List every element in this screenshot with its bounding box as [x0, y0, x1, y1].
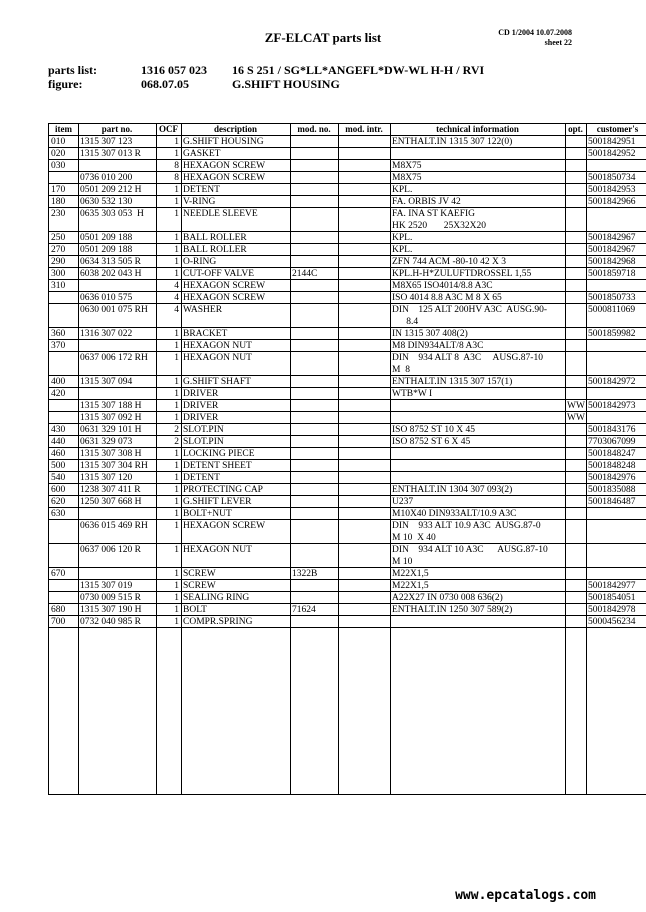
cell-item: 270: [51, 245, 66, 255]
cell-part-no: 0634 313 505 R: [80, 257, 141, 267]
cell-customers: 5000811069: [588, 305, 636, 315]
cell-part-no: 0732 040 985 R: [80, 617, 141, 627]
cell-technical-information: ENTHALT.IN 1304 307 093(2): [392, 485, 513, 495]
cell-technical-information: U237: [392, 497, 414, 507]
cell-item: 670: [51, 569, 66, 579]
cell-technical-information: ENTHALT.IN 1250 307 589(2): [392, 605, 513, 615]
header-item: item: [55, 124, 72, 134]
cell-ocf: 1: [174, 593, 179, 603]
cell-ocf: 1: [174, 461, 179, 471]
cell-item: 370: [51, 341, 66, 351]
cell-item: 600: [51, 485, 66, 495]
cell-description: HEXAGON SCREW: [183, 521, 266, 531]
cell-description: HEXAGON SCREW: [183, 293, 266, 303]
cell-customers: 5000456234: [588, 617, 636, 627]
table-row: [49, 412, 646, 424]
table-row: [49, 196, 646, 208]
table-row: [49, 340, 646, 352]
table-row: [49, 496, 646, 508]
cell-description: HEXAGON NUT: [183, 545, 252, 555]
cell-ocf: 1: [174, 233, 179, 243]
cell-part-no: 0730 009 515 R: [80, 593, 141, 603]
cell-item: 540: [51, 473, 66, 483]
cell-ocf: 1: [174, 269, 179, 279]
cell-item: 180: [51, 197, 66, 207]
cell-mod-no: 2144C: [292, 269, 318, 279]
cell-customers: 5001850734: [588, 173, 636, 183]
cell-description: SCREW: [183, 569, 216, 579]
cell-ocf: 4: [174, 293, 179, 303]
cell-technical-information: M8X65 ISO4014/8.8 A3C: [392, 281, 493, 291]
table-row: [49, 184, 646, 196]
cell-customers: 5001843176: [588, 425, 636, 435]
table-row: [49, 304, 646, 328]
cell-technical-information: WTB*W I: [392, 389, 433, 399]
parts-table: [48, 123, 646, 795]
cell-part-no: 1315 307 120: [80, 473, 133, 483]
cell-ocf: 1: [174, 185, 179, 195]
cell-technical-information: KPL.: [392, 245, 413, 255]
cell-part-no: 0635 303 053 H: [80, 209, 144, 219]
cell-customers: 5001859982: [588, 329, 636, 339]
header-mod-no: mod. no.: [297, 124, 331, 134]
cell-description: CUT-OFF VALVE: [183, 269, 255, 279]
cell-description: BRACKET: [183, 329, 228, 339]
column-divider: [586, 124, 587, 794]
cell-technical-information: DIN 933 ALT 10.9 A3C AUSG.87-0 M 10 X 40: [392, 521, 541, 543]
cell-technical-information: ENTHALT.IN 1315 307 122(0): [392, 137, 513, 147]
cell-part-no: 6038 202 043 H: [80, 269, 142, 279]
cell-description: COMPR.SPRING: [183, 617, 253, 627]
cd-info-block: [498, 28, 572, 48]
figure-label: figure:: [48, 77, 83, 91]
cell-description: SLOT.PIN: [183, 425, 224, 435]
cell-technical-information: ZFN 744 ACM -80-10 42 X 3: [392, 257, 507, 267]
cell-description: SLOT.PIN: [183, 437, 224, 447]
cell-customers: 5001835088: [588, 485, 636, 495]
cell-item: 290: [51, 257, 66, 267]
cell-ocf: 1: [174, 509, 179, 519]
cell-opt: WW: [567, 401, 585, 411]
cell-ocf: 1: [174, 209, 179, 219]
header-mod-intr: mod. intr.: [345, 124, 383, 134]
cell-part-no: 0636 015 469 RH: [80, 521, 148, 531]
cell-item: 630: [51, 509, 66, 519]
cell-ocf: 1: [174, 401, 179, 411]
table-row: [49, 604, 646, 616]
cell-item: 030: [51, 161, 66, 171]
header-customers: customer's: [596, 124, 639, 134]
cell-item: 310: [51, 281, 66, 291]
cell-technical-information: KPL.: [392, 233, 413, 243]
cell-ocf: 8: [174, 161, 179, 171]
cell-technical-information: ISO 4014 8.8 A3C M 8 X 65: [392, 293, 502, 303]
cell-part-no: 1316 307 022: [80, 329, 133, 339]
table-row: [49, 208, 646, 232]
cell-part-no: 1315 307 123: [80, 137, 133, 147]
cell-customers: 5001842967: [588, 233, 636, 243]
cell-part-no: 1238 307 411 R: [80, 485, 141, 495]
cell-part-no: 1315 307 092 H: [80, 413, 142, 423]
cell-technical-information: IN 1315 307 408(2): [392, 329, 468, 339]
cell-item: 250: [51, 233, 66, 243]
header-part-no: part no.: [101, 124, 133, 134]
cell-part-no: 1250 307 668 H: [80, 497, 142, 507]
column-divider: [565, 124, 566, 794]
cell-customers: 5001848247: [588, 449, 636, 459]
figure-number: 068.07.05: [141, 77, 189, 91]
cell-item: 300: [51, 269, 66, 279]
cell-mod-no: 71624: [292, 605, 316, 615]
cell-technical-information: ISO 8752 ST 10 X 45: [392, 425, 475, 435]
table-row: [49, 172, 646, 184]
cell-technical-information: M22X1,5: [392, 581, 429, 591]
cell-part-no: 0501 209 188: [80, 233, 133, 243]
cell-ocf: 2: [174, 437, 179, 447]
table-row: [49, 472, 646, 484]
cell-technical-information: ISO 8752 ST 6 X 45: [392, 437, 471, 447]
cell-ocf: 1: [174, 581, 179, 591]
table-row: [49, 148, 646, 160]
cell-part-no: 0630 001 075 RH: [80, 305, 148, 315]
cell-ocf: 1: [174, 413, 179, 423]
cell-part-no: 1315 307 304 RH: [80, 461, 148, 471]
cell-customers: 7703067099: [588, 437, 636, 447]
parts-list-description: 16 S 251 / SG*LL*ANGEFL*DW-WL H-H / RVI: [232, 63, 485, 77]
cell-description: WASHER: [183, 305, 223, 315]
cell-part-no: 1315 307 188 H: [80, 401, 142, 411]
cell-ocf: 1: [174, 497, 179, 507]
cell-item: 620: [51, 497, 66, 507]
cell-item: 440: [51, 437, 66, 447]
parts-list-label: parts list:: [48, 63, 97, 77]
cell-technical-information: DIN 125 ALT 200HV A3C AUSG.90- 8.4: [392, 305, 548, 327]
table-row: [49, 328, 646, 340]
column-divider: [390, 124, 391, 794]
cell-description: SEALING RING: [183, 593, 250, 603]
table-row: [49, 280, 646, 292]
header-description: description: [213, 124, 257, 134]
table-row: [49, 232, 646, 244]
cell-part-no: 0501 209 212 H: [80, 185, 142, 195]
cell-part-no: 1315 307 019: [80, 581, 133, 591]
cell-item: 170: [51, 185, 66, 195]
table-row: [49, 160, 646, 172]
cell-item: 460: [51, 449, 66, 459]
column-divider: [78, 124, 79, 794]
cell-part-no: 0630 532 130: [80, 197, 133, 207]
cell-customers: 5001842978: [588, 605, 636, 615]
cell-technical-information: FA. INA ST KAEFIG HK 2520 25X32X20: [392, 209, 486, 231]
cell-technical-information: A22X27 IN 0730 008 636(2): [392, 593, 503, 603]
cell-technical-information: DIN 934 ALT 10 A3C AUSG.87-10 M 10: [392, 545, 548, 567]
cell-technical-information: M22X1,5: [392, 569, 429, 579]
cell-description: LOCKING PIECE: [183, 449, 255, 459]
table-row: [49, 544, 646, 568]
cell-technical-information: FA. ORBIS JV 42: [392, 197, 461, 207]
column-divider: [338, 124, 339, 794]
cell-ocf: 1: [174, 245, 179, 255]
cell-customers: 5001850733: [588, 293, 636, 303]
cell-technical-information: M8X75: [392, 173, 422, 183]
cell-ocf: 1: [174, 353, 179, 363]
cell-description: G.SHIFT HOUSING: [183, 137, 264, 147]
table-row: [49, 256, 646, 268]
cell-customers: 5001842968: [588, 257, 636, 267]
cell-description: BOLT+NUT: [183, 509, 232, 519]
cell-ocf: 1: [174, 137, 179, 147]
cell-description: DRIVER: [183, 401, 219, 411]
table-row: [49, 580, 646, 592]
cell-ocf: 1: [174, 341, 179, 351]
cell-ocf: 1: [174, 545, 179, 555]
cell-technical-information: KPL.: [392, 185, 413, 195]
cell-customers: 5001842973: [588, 401, 636, 411]
cell-description: PROTECTING CAP: [183, 485, 263, 495]
table-row: [49, 424, 646, 436]
cell-item: 420: [51, 389, 66, 399]
cell-ocf: 4: [174, 305, 179, 315]
cell-description: DETENT SHEET: [183, 461, 252, 471]
parts-list-number: 1316 057 023: [141, 63, 207, 77]
cell-description: BALL ROLLER: [183, 233, 247, 243]
table-row: [49, 376, 646, 388]
cell-ocf: 1: [174, 449, 179, 459]
cell-description: GASKET: [183, 149, 221, 159]
cell-ocf: 1: [174, 377, 179, 387]
figure-description: G.SHIFT HOUSING: [232, 77, 340, 91]
table-row: [49, 520, 646, 544]
table-row: [49, 592, 646, 604]
cell-technical-information: DIN 934 ALT 8 A3C AUSG.87-10 M 8: [392, 353, 543, 375]
cell-item: 500: [51, 461, 66, 471]
cell-technical-information: M8X75: [392, 161, 422, 171]
cell-technical-information: ENTHALT.IN 1315 307 157(1): [392, 377, 513, 387]
cell-customers: 5001842953: [588, 185, 636, 195]
cell-description: G.SHIFT SHAFT: [183, 377, 251, 387]
document-title: ZF-ELCAT parts list: [264, 30, 382, 45]
cell-description: BALL ROLLER: [183, 245, 247, 255]
cell-description: G.SHIFT LEVER: [183, 497, 252, 507]
cell-customers: 5001859718: [588, 269, 636, 279]
sheet-number: sheet 22: [544, 38, 572, 47]
cell-part-no: 1315 307 308 H: [80, 449, 142, 459]
cell-description: HEXAGON SCREW: [183, 281, 266, 291]
cell-customers: 5001842966: [588, 197, 636, 207]
cell-customers: 5001842952: [588, 149, 636, 159]
cell-description: HEXAGON NUT: [183, 341, 252, 351]
cell-customers: 5001854051: [588, 593, 636, 603]
cell-item: 680: [51, 605, 66, 615]
cell-description: DRIVER: [183, 413, 219, 423]
table-row: [49, 436, 646, 448]
cell-description: HEXAGON NUT: [183, 353, 252, 363]
cell-description: DRIVER: [183, 389, 219, 399]
cell-part-no: 0501 209 188: [80, 245, 133, 255]
cell-ocf: 2: [174, 425, 179, 435]
cell-description: DETENT: [183, 473, 220, 483]
column-divider: [156, 124, 157, 794]
column-divider: [181, 124, 182, 794]
table-row: [49, 448, 646, 460]
cell-mod-no: 1322B: [292, 569, 318, 579]
cell-description: NEEDLE SLEEVE: [183, 209, 258, 219]
table-row: [49, 508, 646, 520]
cell-item: 230: [51, 209, 66, 219]
cell-description: V-RING: [183, 197, 216, 207]
cell-item: 700: [51, 617, 66, 627]
cell-item: 010: [51, 137, 66, 147]
cell-technical-information: M8 DIN934ALT/8 A3C: [392, 341, 484, 351]
footer-watermark: www.epcatalogs.com: [455, 888, 596, 903]
cell-technical-information: M10X40 DIN933ALT/10.9 A3C: [392, 509, 517, 519]
cell-part-no: 0636 010 575: [80, 293, 133, 303]
cell-customers: 5001842967: [588, 245, 636, 255]
cell-description: O-RING: [183, 257, 217, 267]
header-technical-information: technical information: [436, 124, 519, 134]
table-row: [49, 388, 646, 400]
cell-ocf: 4: [174, 281, 179, 291]
cell-description: DETENT: [183, 185, 220, 195]
table-row: [49, 460, 646, 472]
cell-customers: 5001848248: [588, 461, 636, 471]
cell-ocf: 1: [174, 485, 179, 495]
cell-ocf: 1: [174, 329, 179, 339]
cell-ocf: 1: [174, 569, 179, 579]
cell-part-no: 1315 307 013 R: [80, 149, 141, 159]
cell-ocf: 1: [174, 617, 179, 627]
cell-technical-information: KPL.H-H*ZULUFTDROSSEL 1,55: [392, 269, 532, 279]
table-row: [49, 244, 646, 256]
cell-customers: 5001842972: [588, 377, 636, 387]
cell-part-no: 0637 006 120 R: [80, 545, 141, 555]
cell-ocf: 1: [174, 197, 179, 207]
cell-ocf: 8: [174, 173, 179, 183]
cell-description: HEXAGON SCREW: [183, 173, 266, 183]
table-row: [49, 400, 646, 412]
cell-ocf: 1: [174, 473, 179, 483]
cell-customers: 5001842976: [588, 473, 636, 483]
cell-customers: 5001842951: [588, 137, 636, 147]
cell-item: 020: [51, 149, 66, 159]
cell-ocf: 1: [174, 257, 179, 267]
cell-customers: 5001842977: [588, 581, 636, 591]
cell-description: HEXAGON SCREW: [183, 161, 266, 171]
cell-part-no: 1315 307 094: [80, 377, 133, 387]
cd-info: CD 1/2004 10.07.2008: [498, 28, 572, 37]
table-row: [49, 268, 646, 280]
cell-customers: 5001846487: [588, 497, 636, 507]
table-row: [49, 292, 646, 304]
cell-opt: WW: [567, 413, 585, 423]
cell-description: BOLT: [183, 605, 207, 615]
header-ocf: OCF: [159, 124, 178, 134]
cell-ocf: 1: [174, 389, 179, 399]
cell-ocf: 1: [174, 149, 179, 159]
table-row: [49, 616, 646, 628]
cell-item: 360: [51, 329, 66, 339]
table-row: [49, 484, 646, 496]
cell-part-no: 0736 010 200: [80, 173, 133, 183]
header-opt: opt.: [568, 124, 583, 134]
cell-part-no: 0637 006 172 RH: [80, 353, 148, 363]
table-row: [49, 136, 646, 148]
table-header: [49, 124, 646, 136]
column-divider: [290, 124, 291, 794]
table-row: [49, 352, 646, 376]
cell-item: 400: [51, 377, 66, 387]
table-row: [49, 568, 646, 580]
cell-part-no: 0631 329 073: [80, 437, 133, 447]
cell-part-no: 0631 329 101 H: [80, 425, 142, 435]
cell-description: SCREW: [183, 581, 216, 591]
cell-part-no: 1315 307 190 H: [80, 605, 142, 615]
cell-ocf: 1: [174, 521, 179, 531]
cell-ocf: 1: [174, 605, 179, 615]
cell-item: 430: [51, 425, 66, 435]
